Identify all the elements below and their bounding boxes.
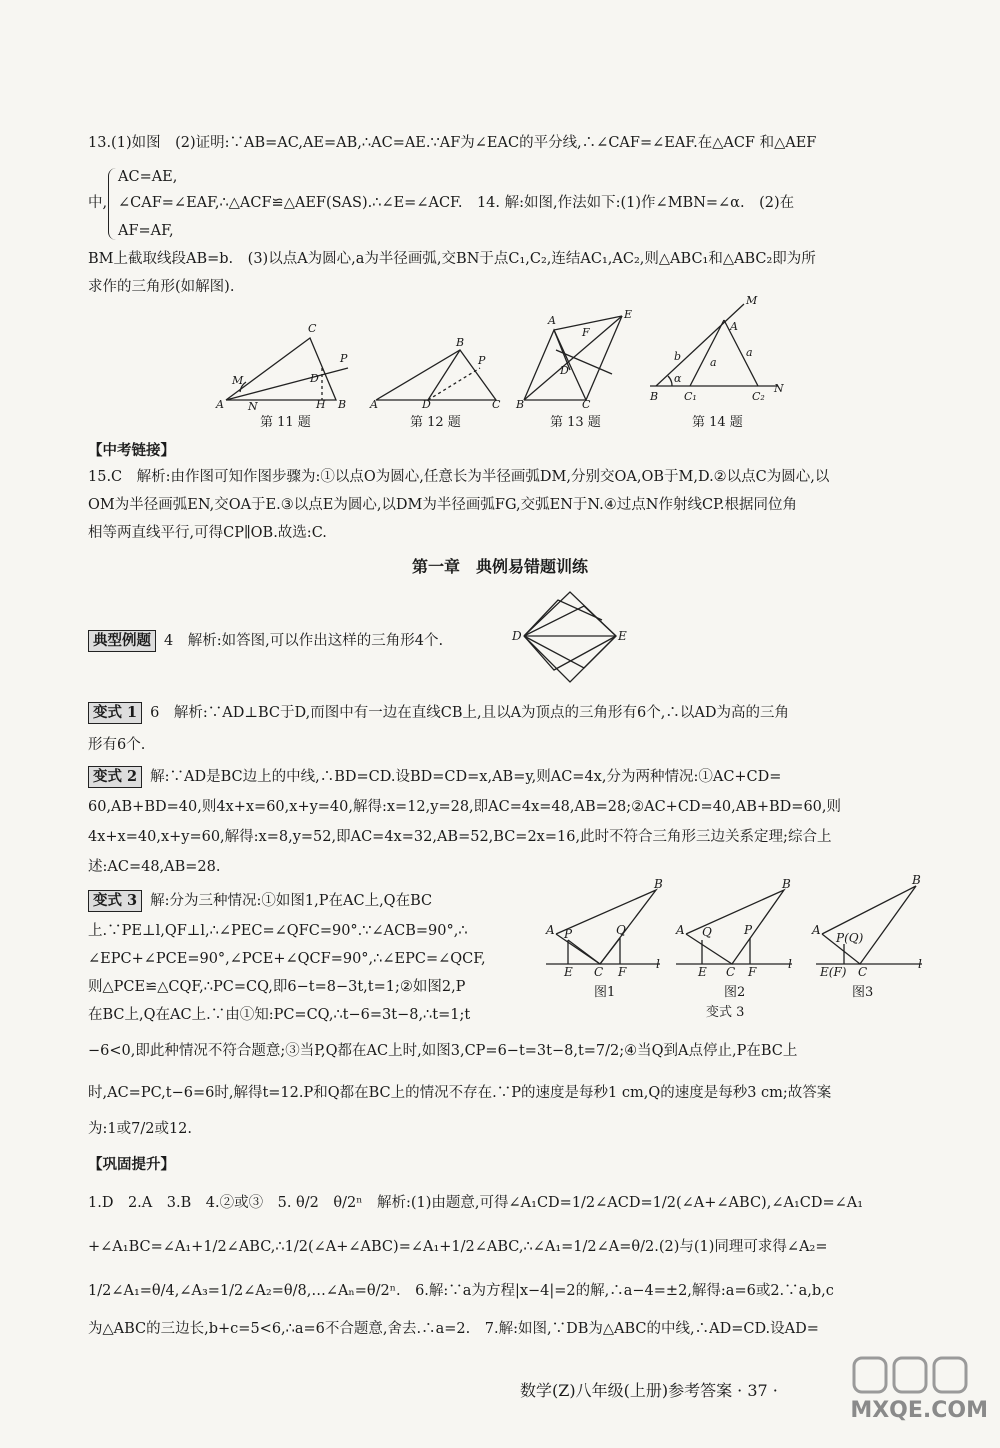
caption-11: 第 11 题 (260, 415, 311, 430)
text-line: 中, (88, 195, 108, 211)
gonggu-heading: 【巩固提升】 (88, 1156, 175, 1173)
text-line: 13.(1)如图 (2)证明:∵AB=AC,AE=AB,∴AC=AE.∵AF为∠EAC的平分线,∴∠CAF=∠EAF.在△ACF 和△AEF (88, 135, 817, 151)
bianshi3-figures (538, 872, 938, 1022)
bs3-fig2-label-b: B (782, 877, 791, 891)
fig11-label-b: B (338, 398, 347, 411)
text-line: 时,AC=PC,t−6=6时,解得t=12.P和Q都在BC上的情况不存在.∵P的速度是每秒1 cm,Q的速度是每秒3 cm;故答案 (88, 1085, 832, 1101)
text-line: 为:1或7/2或12. (88, 1121, 193, 1137)
fig14-label-alpha: α (674, 372, 682, 385)
fig14-label-a: A (730, 320, 738, 333)
bs3-fig1-label-p: P (564, 927, 573, 941)
dianli-label-d: D (512, 629, 522, 643)
fig14-label-a-side1: a (710, 356, 717, 369)
fig11-label-d: D (310, 372, 319, 385)
fig13-label-b: B (516, 398, 525, 411)
fig11-label-h: H (316, 398, 326, 411)
fig14-label-a-side2: a (746, 346, 753, 359)
fig14-label-b-side: b (674, 350, 682, 363)
bs3-fig1-label-a: A (546, 923, 555, 937)
text-line: BM上截取线段AB=b. (3)以点A为圆心,a为半径画弧,交BN于点C₁,C₂,连结AC₁,AC₂,则△ABC₁和△ABC₂即为所 (88, 251, 816, 267)
bs3-fig1-label-c: C (594, 965, 604, 979)
fig14-label-n: N (774, 382, 784, 395)
fig13-label-d: D (560, 364, 569, 377)
text-line: ∠CAF=∠EAF,∴△ACF≌△AEF(SAS).∴∠E=∠ACF. 14. 解:如图,作法如下:(1)作∠MBN=∠α. (2)在 (118, 195, 795, 211)
fig14-label-m: M (746, 296, 758, 307)
bs3-fig3-label-a: A (812, 923, 821, 937)
bs3-fig2-label-q: Q (702, 925, 712, 939)
watermark-text: MXQE.COM (850, 1398, 988, 1423)
bs3-fig2-label-c: C (726, 965, 736, 979)
bs3-fig1-label-e: E (564, 965, 573, 979)
dianli-label-e: E (618, 629, 627, 643)
text-line: 上.∵PE⊥l,QF⊥l,∴∠PEC=∠QFC=90°.∵∠ACB=90°,∴ (88, 923, 468, 939)
text-line: −6<0,即此种情况不符合题意;③当P,Q都在AC上时,如图3,CP=6−t=3t−8,t=7/2;④当Q到A点停止,P在BC上 (88, 1043, 798, 1059)
fig13-label-f: F (582, 326, 590, 339)
page-footer: 数学(Z)八年级(上册)参考答案 · 37 · (520, 1381, 778, 1400)
bs3-fig1-label-l: l (656, 957, 660, 971)
bs3-fig2-label-p: P (744, 923, 753, 937)
bs3-fig1-label-q: Q (616, 923, 626, 937)
bs3-tag: 变式 3 (88, 890, 142, 912)
bs3-caption-3: 图3 (852, 985, 874, 1000)
bs3-main-caption: 变式 3 (706, 1005, 745, 1020)
bs3-fig1-label-f: F (618, 965, 627, 979)
text-line: 15.C 解析:由作图可知作图步骤为:①以点O为圆心,任意长为半径画弧DM,分别交OA,OB于M,D.②以点C为圆心,以 (88, 469, 830, 485)
fig12-label-p: P (478, 354, 486, 367)
fig14-label-b: B (650, 390, 659, 403)
text-line: 1/2∠A₁=θ/4,∠A₃=1/2∠A₂=θ/8,…∠Aₙ=θ/2ⁿ. 6.解:∵a为方程|x−4|=2的解,∴a−4=±2,解得:a=6或2.∵a,b,c (88, 1283, 834, 1299)
fig11-label-m: M (232, 374, 244, 387)
bs3-line (88, 890, 528, 912)
text-line: ∠EPC+∠PCE=90°,∠PCE+∠QCF=90°,∴∠EPC=∠QCF, (88, 951, 486, 967)
figure-row-11-14 (210, 296, 800, 432)
fig12-label-b: B (456, 336, 465, 349)
text-line: 为△ABC的三边长,b+c=5<6,∴a=6不合题意,舍去.∴a=2. 7.解:如图,∵DB为△ABC的中线,∴AD=CD.设AD= (88, 1321, 819, 1337)
text-line: 则△PCE≌△CQF,∴PC=CQ,即6−t=8−3t,t=1;②如图2,P (88, 979, 466, 995)
fig14-label-c1: C₁ (684, 390, 697, 403)
text-line: 求作的三角形(如解图). (88, 279, 235, 295)
bs1-text: 6 解析:∵AD⊥BC于D,而图中有一边在直线CB上,且以A为顶点的三角形有6个,∴以AD为高的三角 (150, 705, 789, 721)
watermark-logo (850, 1352, 970, 1400)
fig13-label-c: C (582, 398, 591, 411)
bs1-tag: 变式 1 (88, 702, 142, 724)
fig13-label-e: E (624, 308, 633, 321)
dianli-figure (508, 586, 634, 690)
bs3-fig2-label-l: l (788, 957, 792, 971)
text-line: +∠A₁BC=∠A₁+1/2∠ABC,∴1/2(∠A+∠ABC)=∠A₁+1/2∠ABC,∴∠A₁=1/2∠A=θ/2.(2)与(1)同理可求得∠A₂= (88, 1239, 828, 1255)
bs2-line (88, 766, 928, 788)
fig12-label-a: A (370, 398, 378, 411)
fig12-label-c: C (492, 398, 501, 411)
bs2-tag: 变式 2 (88, 766, 142, 788)
bs3-fig2-label-f: F (748, 965, 757, 979)
text-line: 60,AB+BD=40,则4x+x=60,x+y=40,解得:x=12,y=28,即AC=4x=48,AB=28;②AC+CD=40,AB+BD=60,则 (88, 799, 842, 815)
caption-14: 第 14 题 (692, 415, 743, 430)
dianli-tag: 典型例题 (88, 630, 156, 652)
bs3-fig1-label-b: B (654, 877, 663, 891)
caption-12: 第 12 题 (410, 415, 461, 430)
caption-13: 第 13 题 (550, 415, 601, 430)
chapter-title: 第一章 典例易错题训练 (411, 557, 588, 576)
fig11-label-c: C (308, 322, 317, 335)
text-line: 1.D 2.A 3.B 4.②或③ 5. θ/2 θ/2ⁿ 解析:(1)由题意,可得∠A₁CD=1/2∠ACD=1/2(∠A+∠ABC),∠A₁CD=∠A₁ (88, 1195, 864, 1211)
bs2-text: 解:∵AD是BC边上的中线,∴BD=CD.设BD=CD=x,AB=y,则AC=4x,分为两种情况:①AC+CD= (150, 769, 782, 785)
text-line: 形有6个. (88, 737, 146, 753)
bs3-fig2-label-a: A (676, 923, 685, 937)
bs3-fig3-label-ef: E(F) (820, 965, 847, 979)
text-line: OM为半径画弧EN,交OA于E.③以点E为圆心,以DM为半径画弧FG,交弧EN于N.④过点N作射线CP.根据同位角 (88, 497, 797, 513)
fig13-label-a: A (548, 314, 556, 327)
dianli-text: 4 解析:如答图,可以作出这样的三角形4个. (164, 633, 444, 649)
zhongkao-heading: 【中考链接】 (88, 442, 175, 459)
bs3-fig2-label-e: E (698, 965, 707, 979)
bs3-fig3-label-b: B (912, 873, 921, 887)
fig14-label-c2: C₂ (752, 390, 765, 403)
text-line: 述:AC=48,AB=28. (88, 859, 221, 875)
fig11-label-n: N (248, 400, 258, 413)
bs3-fig3-label-pq: P(Q) (836, 931, 864, 945)
text-line: 相等两直线平行,可得CP∥OB.故选:C. (88, 525, 327, 541)
bs3-fig3-label-l: l (918, 957, 922, 971)
text-line: AC=AE, (118, 169, 178, 185)
bs3-caption-2: 图2 (724, 985, 746, 1000)
bs1-line (88, 702, 928, 724)
fig11-label-p: P (340, 352, 348, 365)
bs3-fig3-label-c: C (858, 965, 868, 979)
bs3-caption-1: 图1 (594, 985, 616, 1000)
fig12-label-d: D (422, 398, 431, 411)
text-line: 在BC上,Q在AC上.∵由①知:PC=CQ,∴t−6=3t−8,∴t=1;t (88, 1007, 471, 1023)
text-line: AF=AF, (118, 223, 174, 239)
bs3-text: 解:分为三种情况:①如图1,P在AC上,Q在BC (150, 893, 433, 909)
fig11-label-a: A (216, 398, 224, 411)
text-line: 4x+x=40,x+y=60,解得:x=8,y=52,即AC=4x=32,AB=52,BC=2x=16,此时不符合三角形三边关系定理;综合上 (88, 829, 832, 845)
